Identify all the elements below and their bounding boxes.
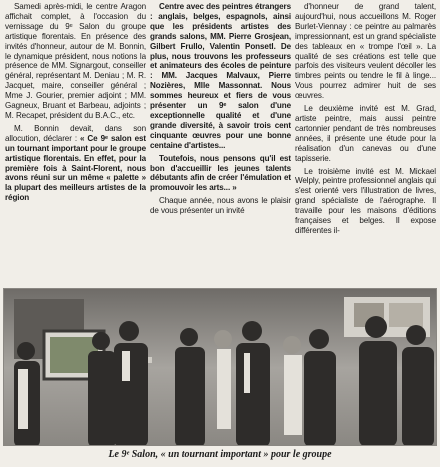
article-column-2 bbox=[150, 2, 291, 284]
paragraph bbox=[5, 124, 146, 203]
paragraph: Le deuxième invité est M. Grad, artiste peintre, mais aussi peintre cartonnier pendant de très nombreuses années, il présente une étude pour la réalisation d'un canevas ou d'une tapisserie. bbox=[295, 104, 436, 163]
paragraph-lead: M. Bonnin devait, dans son allocution, déclarer : bbox=[5, 123, 146, 143]
quote-bold: Centre avec des peintres étrangers : anglais, belges, espagnols, ainsi que les présidents artistes des grands salons, MM. Pierre Grosjean, Gilbert Frullo, Valentin Ponsetl. De plus, nous trouvons les professeurs et animateurs des écoles de peinture : MM. Jacques Malvaux, Pierre Nozières, Mlle Massonnat. Nous sommes heureux et fiers de vous présenter un 9ᵉ salon d'une exceptionnelle qualité et d'une grande diversité, à savoir trois cent cinquante œuvres pour une bonne centaine d'artistes... bbox=[150, 2, 291, 150]
paragraph: d'honneur de grand talent, aujourd'hui, nous accueillons M. Roger Burlet-Viennay : ce peintre au palmarès impressionnant, est un grand spécialiste des tableaux en « trompe l'œil ». La qualité de ses créations est telle que parfois des visiteurs veulent décoller les timbres peints ou tendre le fil à linge... Vous pourrez admirer huit de ses œuvres. bbox=[295, 2, 436, 101]
group-photo bbox=[3, 288, 437, 446]
quote-bold: « Ce 9ᵉ salon est un tournant important pour le groupe artistique florentais. En effet, pour la première fois à Saint-Florent, nous avons réuni sur un même « palette » la plupart des meilleurs artistes de la région bbox=[5, 133, 146, 203]
photo-illustration bbox=[4, 289, 437, 446]
article-column-3 bbox=[295, 2, 436, 284]
paragraph: Le troisième invité est M. Mickael Welply, peintre professionnel anglais qui s'est orienté vers l'illustration de livres, grand spécialiste de l'aérographe. Il travaille pour les maisons d'éditions françaises et belges. Il expose différentes il- bbox=[295, 166, 436, 235]
paragraph: Samedi après-midi, le centre Aragon affichait complet, à l'occasion du vernissage du 9ᵉ Salon du groupe artistique florentais. En présence des invités d'honneur, autour de M. Bonnin, le dynamique président, nous notions la présence de MM. Signargout, conseiller général, représentant M. Deniau ; M. R. Jacquet, maire, conseiller général ; Mme J. Gourier, premier adjoint ; MM. Gagneux, Bruant et Barbeau, adjoints ; M. Recapet, président du B.A.C., etc. bbox=[5, 2, 146, 120]
article-column-1 bbox=[5, 2, 146, 284]
paragraph: Chaque année, nous avons le plaisir de vous présenter un invité bbox=[150, 196, 291, 216]
photo-caption: Le 9ᵉ Salon, « un tournant important » pour le groupe bbox=[108, 449, 332, 460]
quote-bold: Toutefois, nous pensons qu'il est bon d'accueillir les jeunes talents débutants afin de créer l'émulation et promouvoir les arts... » bbox=[150, 153, 291, 193]
